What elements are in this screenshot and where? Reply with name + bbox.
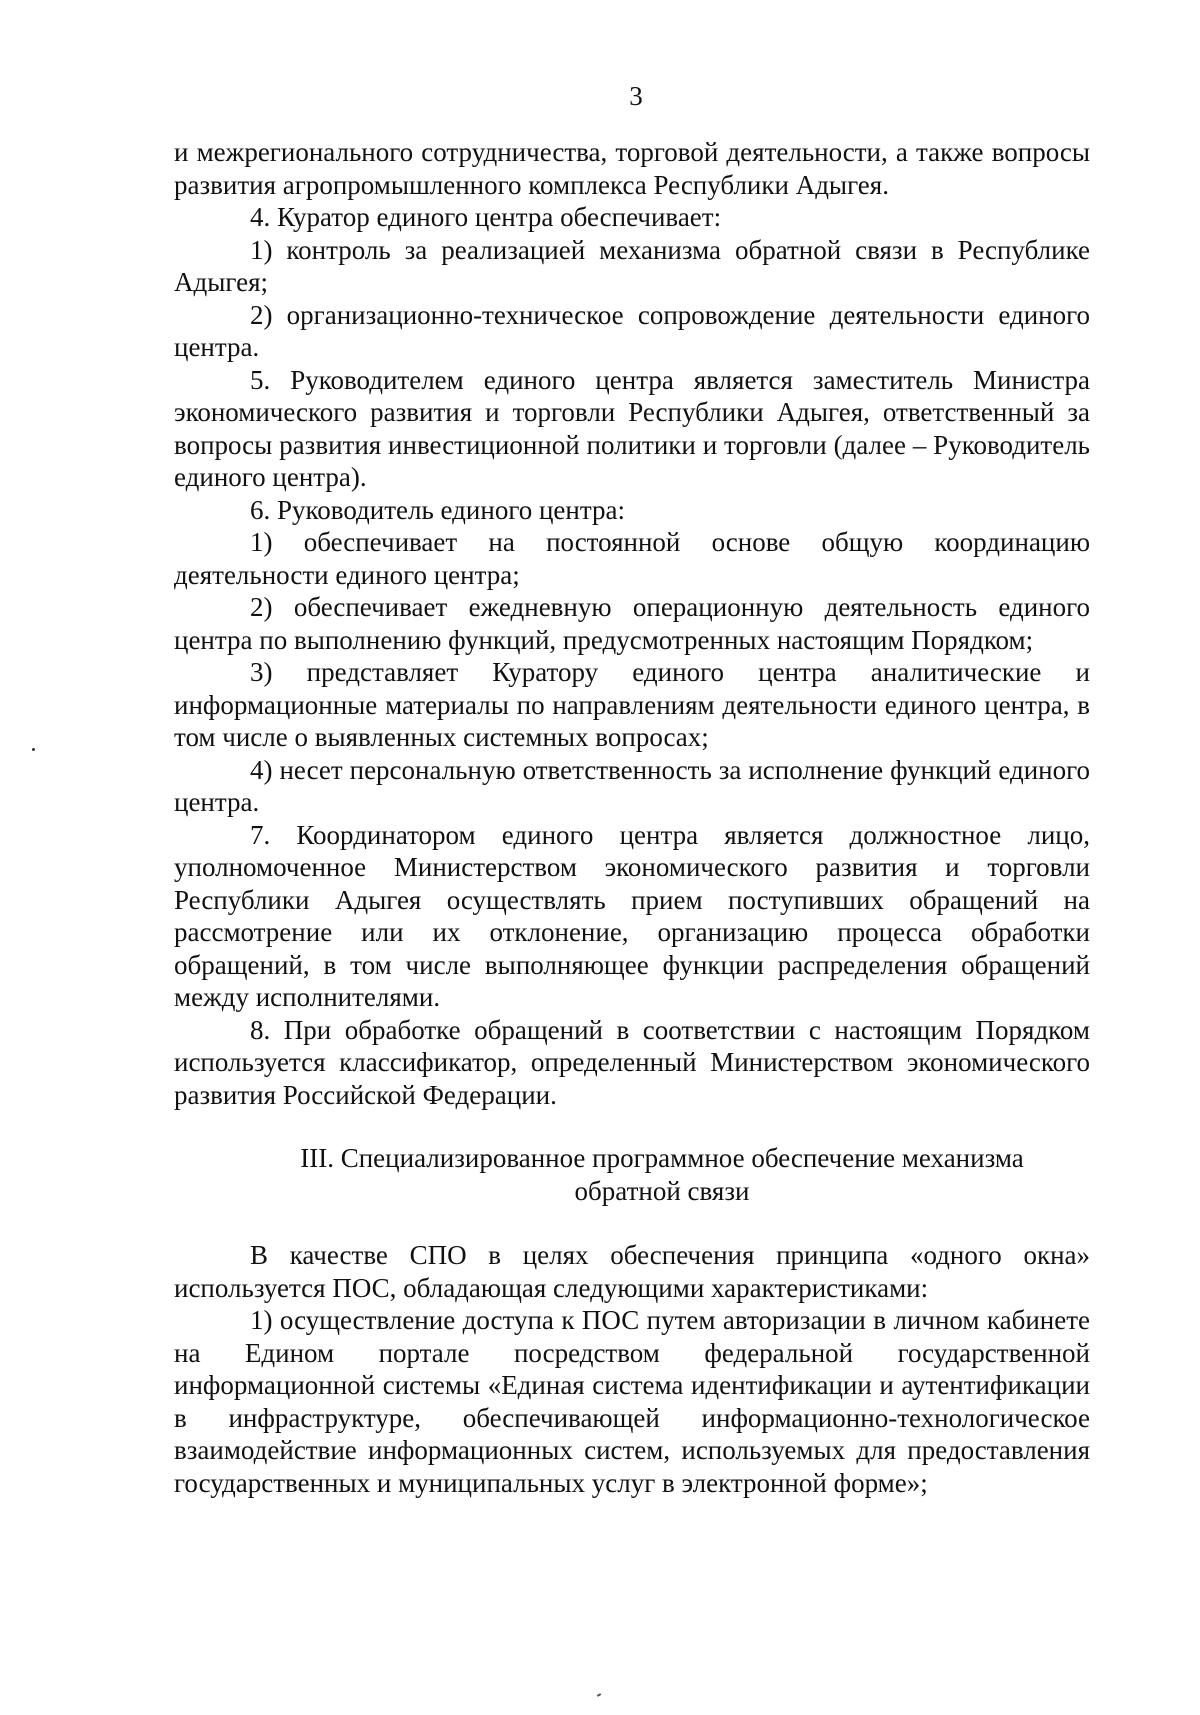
paragraph-continuation: и межрегионального сотрудничества, торговой деятельности, а также вопросы развития агропромышленного комплекса Республики Адыгея.: [174, 137, 1090, 200]
scan-mark: [597, 1693, 601, 1697]
section-heading: [174, 1142, 1090, 1207]
page-number: 3: [629, 81, 643, 111]
scan-speck: [32, 748, 35, 751]
paragraph-item-6: 6. Руководитель единого центра:: [250, 494, 625, 525]
paragraph-item-8: 8. При обработке обращений в соответствии с настоящим Порядком используется классификатор, определенный Министерством экономического развития Российской Федерации.: [174, 1014, 1090, 1110]
section-paragraph-intro: В качестве СПО в целях обеспечения принципа «одного окна» используется ПОС, обладающая следующими характеристиками:: [174, 1240, 1090, 1303]
paragraph-item-6-3: 3) представляет Куратору единого центра аналитические и информационные материалы по направлениям деятельности единого центра, в том числе о выявленных системных вопросах;: [174, 657, 1090, 752]
document-body: [174, 136, 1090, 1499]
paragraph-item-6-4: 4) несет персональную ответственность за исполнение функций единого центра.: [174, 754, 1090, 817]
paragraph-item-6-2: 2) обеспечивает ежедневную операционную деятельность единого центра по выполнению функций, предусмотренных настоящим Порядком;: [174, 592, 1090, 655]
paragraph-item-4-2: 2) организационно-техническое сопровождение деятельности единого центра.: [174, 299, 1090, 362]
paragraph-item-5: 5. Руководителем единого центра является заместитель Министра экономического развития и торговли Республики Адыгея, ответственный за вопросы развития инвестиционной политики и торговли (далее – Руководитель единого центра).: [174, 364, 1090, 492]
section-heading-line-2: обратной связи: [574, 1175, 750, 1206]
section-heading-line-1: III. Специализированное программное обеспечение механизма: [300, 1143, 1024, 1173]
paragraph-item-4: 4. Куратор единого центра обеспечивает:: [250, 202, 722, 232]
paragraph-item-6-1: 1) обеспечивает на постоянной основе общую координацию деятельности единого центра;: [174, 527, 1090, 590]
paragraph-item-7: 7. Координатором единого центра является должностное лицо, уполномоченное Министерством экономического развития и торговли Республики Адыгея осуществлять прием поступивших обращений на рассмотрение или их отклонение, организацию процесса обработки обращений, в том числе выполняющее функции распределения обращений между исполнителями.: [174, 819, 1090, 1012]
paragraph-item-4-1: 1) контроль за реализацией механизма обратной связи в Республике Адыгея;: [174, 234, 1090, 297]
section-paragraph-item-1: 1) осуществление доступа к ПОС путем авторизации в личном кабинете на Едином портале посредством федеральной государственной информационной системы «Единая система идентификации и аутентификации в инфраструктуре, обеспечивающей информационно-технологическое взаимодействие информационных систем, используемых для предоставления государственных и муниципальных услуг в электронной форме»;: [174, 1305, 1090, 1498]
